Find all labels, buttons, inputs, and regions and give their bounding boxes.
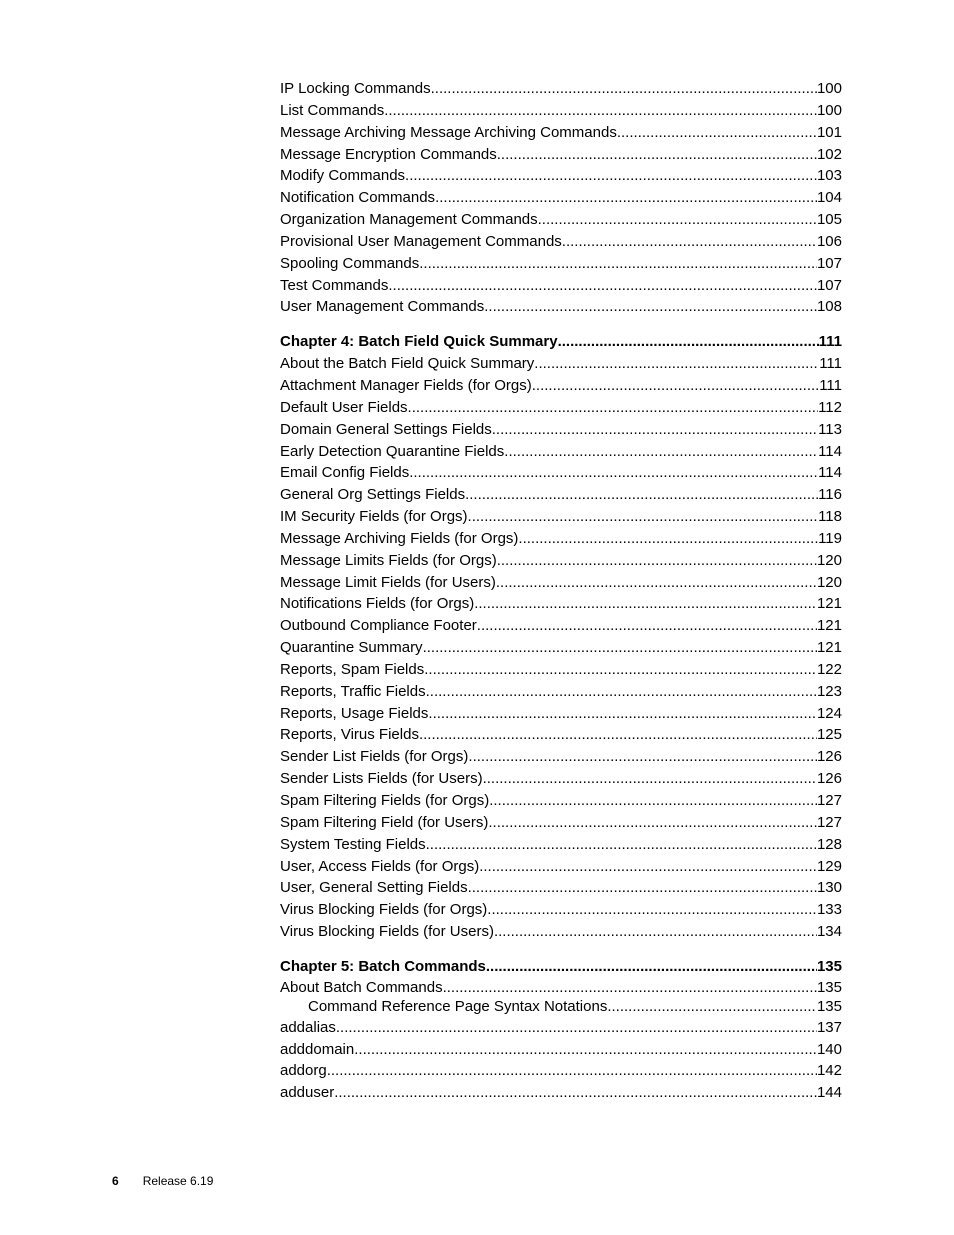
dot-leader [487, 899, 817, 921]
toc-entry[interactable] [280, 550, 842, 572]
toc-entry-page: 123 [816, 682, 842, 700]
table-of-contents [280, 78, 842, 1104]
toc-entry[interactable] [280, 659, 842, 681]
dot-leader [424, 659, 817, 681]
dot-leader [607, 997, 817, 1017]
toc-entry-label: Test Commands [280, 276, 389, 294]
dot-leader [534, 353, 819, 375]
toc-entry[interactable] [280, 165, 842, 187]
toc-entry-page: 119 [818, 529, 842, 547]
toc-entry-page: 137 [816, 1018, 842, 1036]
dot-leader [497, 550, 817, 572]
dot-leader [435, 187, 817, 209]
toc-entry[interactable] [280, 484, 842, 506]
dot-leader [488, 812, 817, 834]
toc-entry-label: IP Locking Commands [280, 80, 431, 97]
toc-entry-page: 106 [816, 232, 842, 250]
toc-entry-page: 104 [816, 189, 842, 207]
toc-entry-page: 108 [816, 298, 842, 316]
toc-entry[interactable] [280, 1017, 842, 1039]
toc-entry-page: 144 [816, 1084, 842, 1102]
toc-entry-page: 142 [816, 1062, 842, 1080]
dot-leader [532, 375, 819, 397]
toc-entry-label: Reports, Spam Fields [280, 660, 425, 678]
toc-entry-page: 126 [816, 748, 842, 766]
dot-leader [405, 165, 817, 187]
dot-leader [419, 724, 817, 746]
dot-leader [486, 956, 817, 978]
toc-entry-label: About the Batch Field Quick Summary [280, 355, 535, 373]
toc-entry-label: Reports, Virus Fields [280, 726, 419, 744]
toc-entry-label: Virus Blocking Fields (for Users) [280, 923, 494, 941]
toc-entry[interactable] [280, 296, 842, 318]
toc-entry[interactable] [280, 899, 842, 921]
toc-entry-label: addorg [280, 1062, 327, 1080]
toc-entry-label: User Management Commands [280, 298, 485, 316]
dot-leader [384, 100, 817, 122]
toc-chapter-heading[interactable] [280, 956, 842, 978]
toc-entry[interactable] [280, 375, 842, 397]
toc-entry[interactable] [280, 921, 842, 943]
toc-entry-page: 112 [818, 398, 842, 416]
toc-entry-label: Notifications Fields (for Orgs) [280, 595, 475, 613]
toc-entry-page: 114 [818, 442, 842, 460]
dot-leader [388, 275, 817, 297]
toc-entry-page: 127 [816, 792, 842, 809]
toc-entry[interactable] [280, 615, 842, 637]
toc-entry-page: 135 [816, 998, 842, 1016]
toc-entry[interactable] [280, 397, 842, 419]
toc-entry[interactable] [280, 572, 842, 594]
toc-entry-page: 128 [816, 835, 842, 853]
dot-leader [483, 768, 817, 790]
toc-entry-page: 125 [816, 726, 842, 744]
toc-entry[interactable] [280, 353, 842, 375]
toc-entry-label: Reports, Traffic Fields [280, 682, 426, 700]
toc-entry-page: 121 [816, 639, 842, 657]
dot-leader [538, 209, 817, 231]
dot-leader [558, 331, 819, 353]
dot-leader [465, 484, 818, 506]
toc-entry-label: Message Limits Fields (for Orgs) [280, 551, 497, 569]
toc-entry-label: Spooling Commands [280, 254, 420, 272]
toc-entry-label: User, General Setting Fields [280, 879, 468, 897]
toc-entry-page: 103 [816, 167, 842, 185]
toc-entry-label: Sender List Fields (for Orgs) [280, 748, 469, 766]
dot-leader [494, 921, 817, 943]
toc-entry-label: General Org Settings Fields [280, 486, 466, 504]
toc-entry-page: 140 [816, 1040, 842, 1058]
toc-entry[interactable] [280, 253, 842, 275]
toc-entry-label: Outbound Compliance Footer [280, 617, 477, 635]
toc-entry-page: 130 [816, 879, 842, 897]
toc-entry-label: Spam Filtering Fields (for Orgs) [280, 792, 490, 809]
dot-leader [479, 856, 817, 878]
toc-entry-label: List Commands [280, 101, 385, 119]
dot-leader [484, 296, 817, 318]
toc-entry[interactable] [280, 746, 842, 768]
toc-entry-page: 111 [819, 376, 842, 394]
release-label: Release 6.19 [142, 1174, 214, 1188]
toc-chapter-label: Chapter 5: Batch Commands [280, 957, 486, 975]
toc-entry-page: 101 [816, 123, 842, 141]
toc-entry-page: 127 [816, 813, 842, 831]
toc-entry[interactable] [280, 877, 842, 899]
toc-chapter-page: 135 [816, 957, 842, 975]
dot-leader [409, 462, 818, 484]
toc-entry-page: 124 [816, 704, 842, 722]
toc-entry-page: 133 [816, 901, 842, 919]
toc-entry[interactable] [280, 419, 842, 441]
toc-entry[interactable] [280, 441, 842, 463]
dot-leader [423, 637, 817, 659]
toc-entry[interactable] [280, 724, 842, 746]
dot-leader [477, 615, 817, 637]
toc-entry[interactable] [280, 1082, 842, 1104]
toc-entry-page: 134 [816, 923, 842, 941]
toc-entry[interactable] [280, 528, 842, 550]
toc-entry-page: 107 [816, 254, 842, 272]
toc-entry-label: Provisional User Management Commands [280, 232, 562, 250]
toc-chapter-page: 111 [818, 333, 842, 351]
toc-entry-label: Email Config Fields [280, 464, 410, 482]
toc-entry[interactable] [280, 209, 842, 231]
toc-subentry[interactable] [280, 997, 842, 1017]
toc-entry[interactable] [280, 834, 842, 856]
toc-entry[interactable] [280, 856, 842, 878]
dot-leader [518, 528, 818, 550]
toc-entry-page: 120 [816, 573, 842, 591]
dot-leader [492, 419, 818, 441]
toc-entry-page: 116 [818, 486, 842, 504]
toc-entry-label: About Batch Commands [280, 978, 443, 996]
toc-entry-page: 126 [816, 770, 842, 788]
dot-leader [428, 703, 817, 725]
toc-entry-label: Modify Commands [280, 167, 406, 185]
toc-entry-label: Domain General Settings Fields [280, 420, 492, 438]
toc-entry-label: Virus Blocking Fields (for Orgs) [280, 901, 488, 919]
toc-entry[interactable] [280, 637, 842, 659]
dot-leader [426, 681, 817, 703]
dot-leader [468, 746, 817, 768]
toc-entry-page: 113 [818, 420, 842, 438]
toc-entry[interactable] [280, 703, 842, 725]
toc-entry-page: 102 [816, 145, 842, 163]
toc-entry[interactable] [280, 231, 842, 253]
toc-entry-page: 114 [818, 464, 842, 482]
toc-entry[interactable] [280, 275, 842, 297]
toc-entry-label: adduser [280, 1084, 335, 1102]
toc-entry[interactable] [280, 122, 842, 144]
toc-entry[interactable] [280, 978, 842, 998]
toc-entry[interactable] [280, 812, 842, 834]
toc-entry-page: 100 [816, 80, 842, 97]
toc-entry-label: Notification Commands [280, 189, 436, 207]
toc-entry-label: addalias [280, 1018, 336, 1036]
toc-entry-label: Spam Filtering Field (for Users) [280, 813, 489, 831]
toc-entry[interactable] [280, 1039, 842, 1061]
toc-entry-label: User, Access Fields (for Orgs) [280, 857, 480, 875]
toc-entry-page: 118 [818, 508, 842, 526]
page-number: 6 [112, 1174, 119, 1188]
page-footer [112, 1174, 213, 1188]
toc-entry-label: Command Reference Page Syntax Notations [308, 998, 608, 1016]
toc-entry-page: 121 [816, 595, 842, 613]
dot-leader [408, 397, 819, 419]
toc-entry[interactable] [280, 681, 842, 703]
toc-entry-page: 129 [816, 857, 842, 875]
toc-entry-label: Message Limit Fields (for Users) [280, 573, 496, 591]
toc-entry[interactable] [280, 768, 842, 790]
dot-leader [474, 593, 817, 615]
toc-entry-label: Default User Fields [280, 398, 408, 416]
toc-entry[interactable] [280, 144, 842, 166]
dot-leader [419, 253, 817, 275]
toc-entry[interactable] [280, 100, 842, 122]
toc-entry-page: 135 [816, 978, 842, 996]
toc-entry-page: 120 [816, 551, 842, 569]
toc-entry-label: Early Detection Quarantine Fields [280, 442, 505, 460]
dot-leader [354, 1039, 817, 1061]
toc-entry[interactable] [280, 506, 842, 528]
toc-entry[interactable] [280, 462, 842, 484]
toc-entry-page: 111 [819, 355, 842, 373]
toc-entry-label: Quarantine Summary [280, 639, 423, 657]
toc-entry-page: 122 [816, 660, 842, 678]
toc-entry-page: 121 [816, 617, 842, 635]
toc-entry-label: System Testing Fields [280, 835, 426, 853]
dot-leader [327, 1060, 817, 1082]
dot-leader [504, 441, 818, 463]
dot-leader [334, 1082, 817, 1104]
toc-entry-page: 105 [816, 211, 842, 229]
toc-entry-label: Message Archiving Message Archiving Commands [280, 123, 617, 141]
toc-entry-page: 107 [816, 276, 842, 294]
dot-leader [497, 144, 817, 166]
toc-entry-label: adddomain [280, 1040, 355, 1058]
dot-leader [617, 122, 817, 144]
toc-entry-label: Attachment Manager Fields (for Orgs) [280, 376, 532, 394]
toc-entry-label: Organization Management Commands [280, 211, 538, 229]
toc-entry[interactable] [280, 593, 842, 615]
dot-leader [468, 506, 819, 528]
toc-entry-label: Reports, Usage Fields [280, 704, 429, 722]
toc-entry-label: IM Security Fields (for Orgs) [280, 508, 468, 526]
toc-chapter-label: Chapter 4: Batch Field Quick Summary [280, 333, 558, 351]
toc-entry[interactable] [280, 78, 842, 100]
dot-leader [336, 1017, 817, 1039]
toc-entry-label: Message Encryption Commands [280, 145, 497, 163]
dot-leader [431, 78, 817, 100]
toc-entry[interactable] [280, 790, 842, 812]
dot-leader [443, 978, 817, 998]
dot-leader [426, 834, 817, 856]
toc-chapter-heading[interactable] [280, 331, 842, 353]
dot-leader [489, 790, 817, 812]
toc-entry[interactable] [280, 1060, 842, 1082]
dot-leader [562, 231, 817, 253]
dot-leader [468, 877, 817, 899]
toc-entry-label: Sender Lists Fields (for Users) [280, 770, 483, 788]
toc-entry-page: 100 [816, 101, 842, 119]
toc-entry[interactable] [280, 187, 842, 209]
toc-entry-label: Message Archiving Fields (for Orgs) [280, 529, 519, 547]
dot-leader [496, 572, 817, 594]
